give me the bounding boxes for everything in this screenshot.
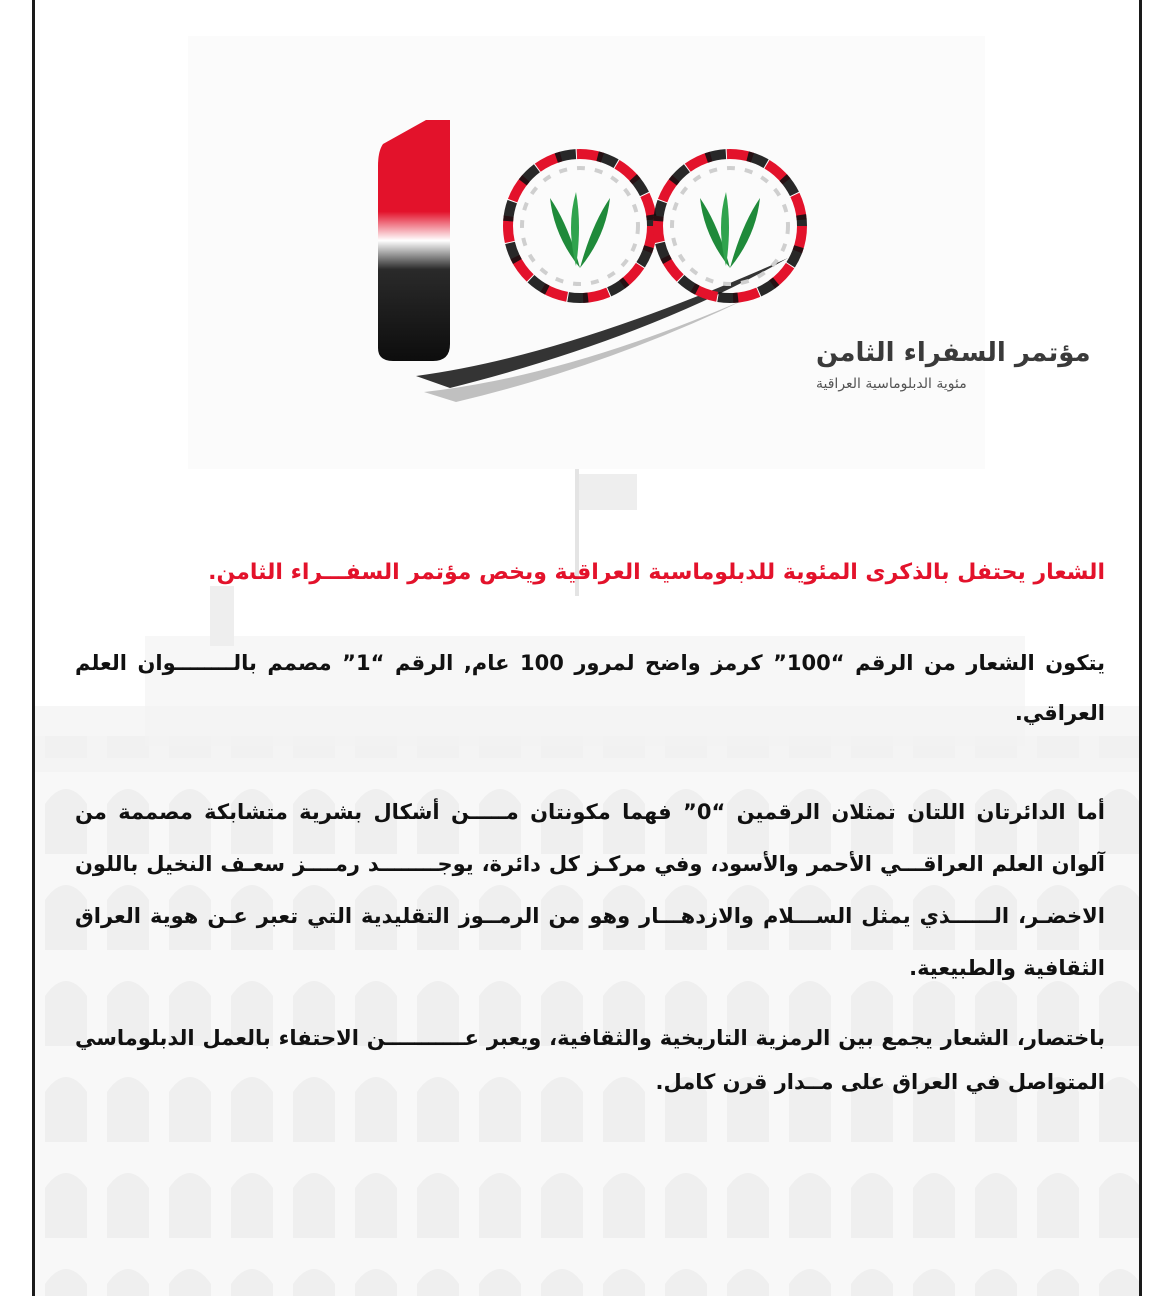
article-body xyxy=(75,556,1105,1152)
zero-ring-right xyxy=(658,154,802,298)
logo-subtitle: مئوية الدبلوماسية العراقية xyxy=(816,376,967,392)
paragraph-number-meaning: يتكون الشعار من الرقم “100” كرمز واضح لمرور 100 عام, الرقم “1” مصمم بالــــــــوان العلم العراقي. xyxy=(75,651,1105,725)
article-headline: الشعار يحتفل بالذكرى المئوية للدبلوماسية العراقية ويخص مؤتمر السفـــراء الثامن. xyxy=(208,560,1105,585)
centennial-logo xyxy=(188,36,1091,469)
zero-ring-left xyxy=(508,154,652,298)
paragraph-circles-meaning: أما الدائرتان اللتان تمثلان الرقمين “0” فهما مكونتان مـــــن أشكال بشرية متشابكة مصممة من آلوان العلم العراقـــي الأحمر والأسود، وفي مركـز كل دائرة، يوجــــــــد رمــــز سعـف النخيل باللون الاخضـر، الــــــذي يمثل الســـلام والازدهـــار وهو من الرمــوز التقليدية التي تعبر عـن هوية العراق الثقافية والطبيعية. xyxy=(75,800,1106,980)
palm-frond-icon xyxy=(550,192,610,268)
page-frame xyxy=(32,0,1142,1296)
paragraph-summary: باختصار، الشعار يجمع بين الرمزية التاريخية والثقافية، ويعبر عـــــــــــن الاحتفاء بالعمل الدبلوماسي المتواصل في العراق على مــدار قرن كامل. xyxy=(75,1026,1105,1094)
logo-title: مؤتمر السفراء الثامن xyxy=(816,338,1091,368)
palm-frond-icon xyxy=(700,192,760,268)
logo-panel xyxy=(188,36,1091,469)
